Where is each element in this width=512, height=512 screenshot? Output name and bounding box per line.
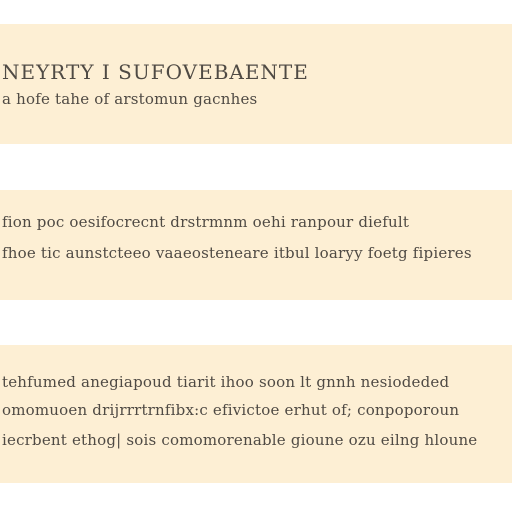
text-card-2 xyxy=(0,190,512,300)
card-3-line-1: tehfumed anegiapoud tiarit ihoo soon lt gnnh nesiodeded xyxy=(2,373,450,391)
card-1-subtitle: a hofe tahe of arstomun gacnhes xyxy=(2,90,258,108)
card-3-line-3: iecrbent ethog| sois comomorenable gioune ozu eilng hloune xyxy=(2,431,478,449)
card-2-line-1: fion poc oesifocrecnt drstrmnm oehi ranpour diefult xyxy=(2,213,410,231)
text-card-3 xyxy=(0,345,512,483)
card-1-heading: NEYRTY I SUFOVEBAENTE xyxy=(2,60,309,84)
text-card-1 xyxy=(0,24,512,144)
card-2-line-2: fhoe tic aunstcteeo vaaeosteneare itbul loaryy foetg fipieres xyxy=(2,244,472,262)
card-3-line-2: omomuoen drijrrrtrnfibx:c efivictoe erhut of; conpoporoun xyxy=(2,401,460,419)
